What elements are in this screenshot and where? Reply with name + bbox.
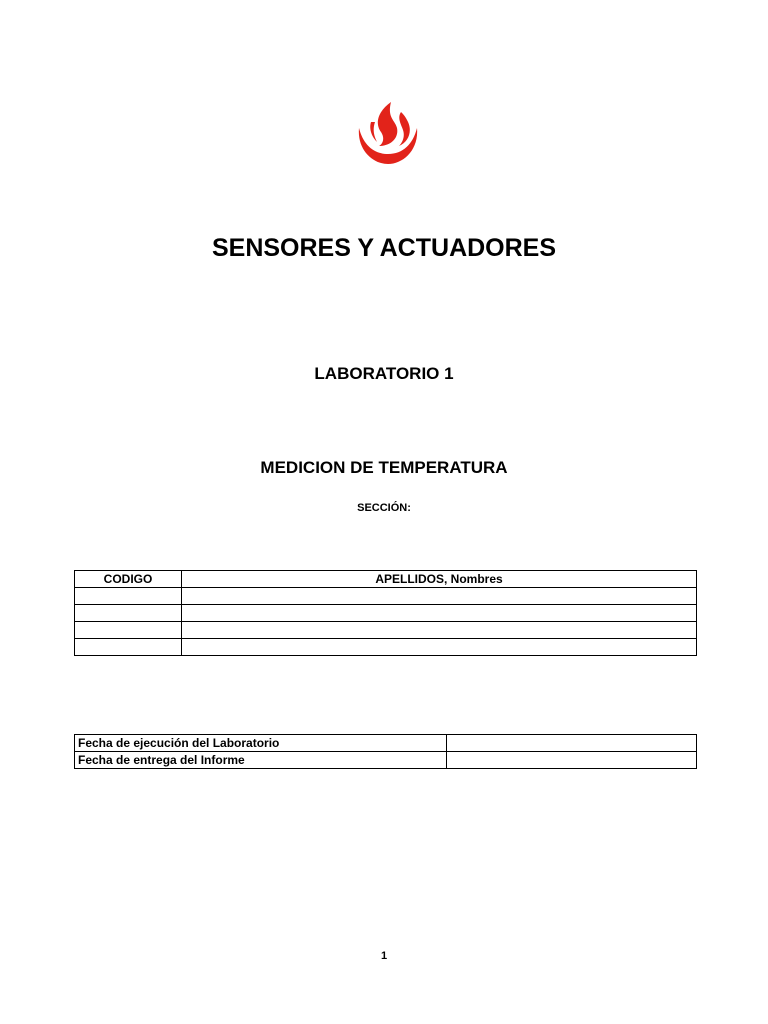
table-row xyxy=(75,588,697,605)
student-code-cell[interactable] xyxy=(75,605,182,622)
page-number: 1 xyxy=(380,950,388,962)
university-logo-icon xyxy=(357,102,419,164)
student-code-cell[interactable] xyxy=(75,622,182,639)
section-label: SECCIÓN: xyxy=(357,502,411,514)
table-row xyxy=(75,622,697,639)
student-code-cell[interactable] xyxy=(75,588,182,605)
delivery-date-label: Fecha de entrega del Informe xyxy=(75,752,447,769)
students-table-header xyxy=(75,571,697,588)
delivery-date-field[interactable] xyxy=(447,752,697,769)
execution-date-label: Fecha de ejecución del Laboratorio xyxy=(75,735,447,752)
student-name-cell[interactable] xyxy=(182,622,697,639)
table-row xyxy=(75,639,697,656)
lab-subtitle: MEDICION DE TEMPERATURA xyxy=(260,458,508,477)
student-name-cell[interactable] xyxy=(182,639,697,656)
execution-date-field[interactable] xyxy=(447,735,697,752)
table-row xyxy=(75,605,697,622)
student-name-cell[interactable] xyxy=(182,605,697,622)
student-name-cell[interactable] xyxy=(182,588,697,605)
document-title: SENSORES Y ACTUADORES xyxy=(211,234,557,262)
students-table xyxy=(74,570,697,656)
table-row xyxy=(75,735,697,752)
dates-table xyxy=(74,734,697,769)
table-row xyxy=(75,752,697,769)
name-column-header: APELLIDOS, Nombres xyxy=(182,571,697,588)
lab-number: LABORATORIO 1 xyxy=(314,364,454,383)
student-code-cell[interactable] xyxy=(75,639,182,656)
code-column-header: CODIGO xyxy=(75,571,182,588)
